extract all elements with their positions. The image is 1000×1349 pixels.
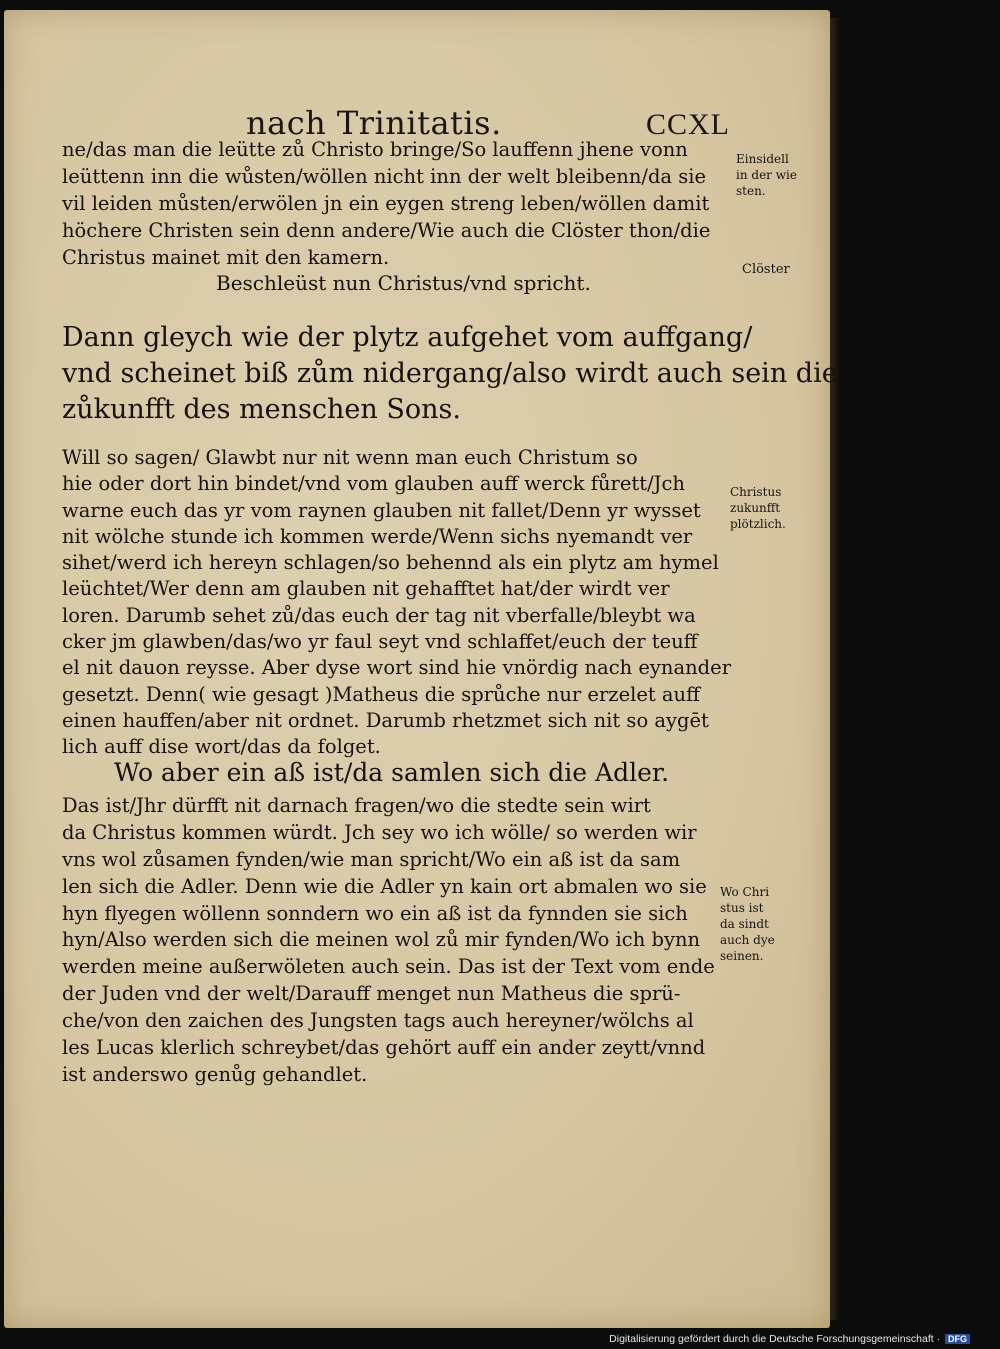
text-line: in der wie [736, 168, 797, 182]
footer-text: Digitalisierung gefördert durch die Deutsche Forschungsgemeinschaft · [609, 1333, 941, 1345]
text-line: len sich die Adler. Denn wie die Adler yn kain ort abmalen wo sie [62, 874, 707, 898]
paragraph-2 [62, 445, 731, 761]
text-line: Christus mainet mit den kamern. [62, 246, 390, 269]
text-line: höchere Christen sein denn andere/Wie auch die Clöster thon/die [62, 219, 711, 242]
big-verse [62, 320, 838, 428]
margin-note-einsidell [736, 151, 797, 199]
text-line: cker jm glawben/das/wo yr faul seyt vnd schlaffet/euch der teuff [62, 630, 698, 654]
text-line: vil leiden můsten/erwölen jn ein eygen streng leben/wöllen damit [62, 192, 710, 215]
text-line: les Lucas klerlich schreybet/das gehört auff ein ander zeytt/vnnd [62, 1036, 706, 1060]
running-head: nach Trinitatis. [246, 104, 502, 142]
heading-2: Wo aber ein aß ist/da samlen sich die Adler. [114, 758, 670, 787]
text-line: Das ist/Jhr dürfft nit darnach fragen/wo die stedte sein wirt [62, 794, 651, 817]
footer-credit [609, 1333, 970, 1345]
text-line: seinen. [720, 949, 764, 963]
text-line: ist anderswo genůg gehandlet. [62, 1062, 368, 1086]
page-edge [830, 18, 840, 1320]
text-line: Einsidell [736, 152, 789, 166]
text-line: gesetzt. Denn( wie gesagt )Matheus die sprůche nur erzelet auff [62, 682, 700, 706]
text-line: Christus [730, 485, 782, 499]
text-line: che/von den zaichen des Jungsten tags auch hereyner/wölchs al [62, 1009, 694, 1033]
dfg-logo: DFG [945, 1334, 970, 1344]
text-line: leüttenn inn die wůsten/wöllen nicht inn der welt bleibenn/da sie [62, 165, 707, 188]
paragraph-3 [62, 793, 715, 1089]
text-line: loren. Darumb sehet zů/das euch der tag nit vberfalle/bleybt wa [62, 603, 696, 627]
margin-note-wo-christus [720, 884, 775, 964]
text-line: ne/das man die leütte zů Christo bringe/So lauffenn jhene vonn [62, 138, 688, 161]
margin-note-christus [730, 484, 786, 532]
text-line: Will so sagen/ Glawbt nur nit wenn man euch Christum so [62, 446, 638, 469]
text-line: vnd scheinet biß zům nidergang/also wirdt auch sein die [62, 358, 838, 389]
text-line: sten. [736, 184, 766, 198]
folio-number: CCXL [646, 108, 731, 141]
text-line: einen hauffen/aber nit ordnet. Darumb rhetzmet sich nit so aygēt [62, 708, 709, 732]
text-line: plötzlich. [730, 517, 786, 531]
text-line: nit wölche stunde ich kommen werde/Wenn sichs nyemandt ver [62, 524, 693, 548]
paragraph-1 [62, 137, 710, 272]
text-line: werden meine außerwöleten auch sein. Das ist der Text vom ende [62, 955, 715, 979]
text-line: zůkunfft des menschen Sons. [62, 394, 461, 425]
text-line: lich auff dise wort/das da folget. [62, 735, 381, 759]
text-line: hie oder dort hin bindet/vnd vom glauben auff werck fůrett/Jch [62, 472, 685, 496]
text-line: zukunfft [730, 501, 781, 515]
text-line: da Christus kommen würdt. Jch sey wo ich wölle/ so werden wir [62, 820, 697, 844]
text-line: auch dye [720, 933, 775, 947]
text-line: warne euch das yr vom raynen glauben nit fallet/Denn yr wysset [62, 498, 701, 522]
text-line: sihet/werd ich hereyn schlagen/so behennd als ein plytz am hymel [62, 551, 719, 575]
text-line: stus ist [720, 901, 764, 915]
text-line: hyn flyegen wöllenn sonndern wo ein aß ist da fynnden sie sich [62, 901, 688, 925]
heading-1: Beschleüst nun Christus/vnd spricht. [216, 271, 591, 295]
text-line: el nit dauon reysse. Aber dyse wort sind hie vnördig nach eynander [62, 656, 732, 680]
margin-note-kloster [742, 262, 790, 278]
text-line: leüchtet/Wer denn am glauben nit gehafftet hat/der wirdt ver [62, 577, 670, 601]
text-line: hyn/Also werden sich die meinen wol zů mir fynden/Wo ich bynn [62, 928, 701, 952]
text-line: da sindt [720, 917, 769, 931]
text-line: Wo Chri [720, 885, 770, 899]
text-line: der Juden vnd der welt/Darauff menget nun Matheus die sprü- [62, 982, 681, 1006]
text-line: vns wol zůsamen fynden/wie man spricht/Wo ein aß ist da sam [62, 847, 681, 871]
text-line: Dann gleych wie der plytz aufgehet vom auffgang/ [62, 322, 753, 353]
text-line: Clöster [742, 262, 790, 277]
